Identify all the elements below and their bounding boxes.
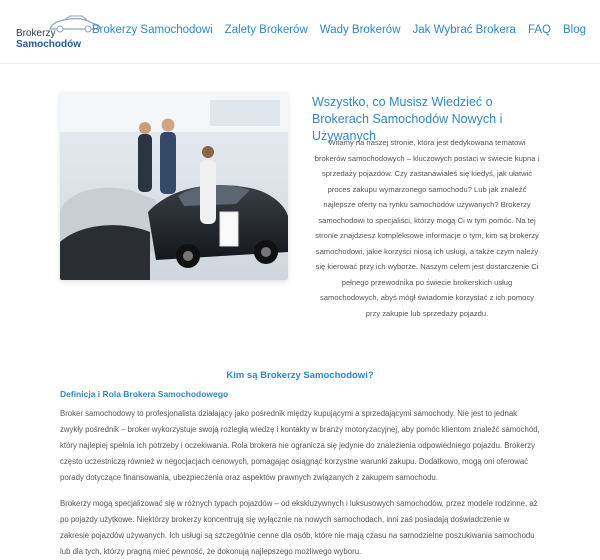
nav-faq[interactable]: FAQ	[527, 24, 551, 36]
site-logo[interactable]	[16, 14, 86, 50]
nav-wady-brokerow[interactable]: Wady Brokerów	[319, 24, 401, 36]
nav-blog[interactable]: Blog	[562, 24, 586, 36]
paragraph-specialization: Brokerzy mogą specjalizować się w różnych typach pojazdów – od ekskluzywnych i luksusowych samochodów, przez modele rodzinne, aż po pojazdy użytkowe. Niektórzy brokerzy koncentrują się wyłącznie na nowych samochodach, inni zaś posiadają doświadczenie w zakresie pojazdów używanych. Ich usługi są szczególnie cenne dla osób, które nie mają czasu na samodzielne poszukiwania samochodu lub dla tych, którzy pragną mieć pewność, że dokonują najlepszego możliwego wyboru.	[60, 499, 538, 556]
hero-intro-text: Witamy na naszej stronie, która jest dedykowana tematowi brokerów samochodowych – kluczowych postaci w świecie kupna i sprzedaży pojazdów. Czy zastanawiałeś się kiedyś, jak ułatwić proces zakupu wymarzonego samochodu? Lub jak znaleźć najlepsze oferty na rynku samochodów używanych? Brokerzy samochodowi to specjaliści, którzy mogą Ci w tym pomóc. Na tej stronie znajdziesz kompleksowe informacje o tym, kim są brokerzy samochodowi, jakie korzyści niosą ich usługi, a także czym należy się kierować przy ich wyborze. Naszym celem jest dostarczenie Ci pełnego przewodnika po świecie brokerskich usług samochodowych, abyś mógł świadomie korzystać z ich pomocy przy zakupie lub sprzedaży pojazdu.	[314, 138, 540, 318]
nav-zalety-brokerow[interactable]: Zalety Brokerów	[224, 24, 308, 36]
section-title: Kim są Brokerzy Samochodowi?	[226, 370, 374, 381]
logo-text-line1: Brokerzy	[16, 28, 56, 39]
paragraph-definition: Broker samochodowy to profesjonalista działający jako pośrednik między kupującymi a sprzedającymi samochody. Nie jest to jednak zwykły pośrednik – broker wykorzystuje swoją rozległą wiedzę i kontakty w branży motoryzacyjnej, aby pomóc klientom znaleźć samochód, który najlepiej spełnia ich potrzeby i oczekiwania. Rola brokera nie ogranicza się jedynie do znalezienia odpowiedniego pojazdu. Brokerzy często uczestniczą również w negocjacjach cenowych, pomagając osiągnąć korzystne warunki zakupu. Dodatkowo, mogą oni oferować porady dotyczące finansowania, ubezpieczenia oraz aspektów prawnych związanych z zakupem samochodu.	[60, 409, 540, 482]
section-subtitle: Definicja i Rola Brokera Samochodowego	[60, 389, 229, 399]
nav-brokerzy-samochodowi[interactable]: Brokerzy Samochodowi	[91, 24, 213, 36]
hero-image	[60, 92, 288, 280]
hero-title: Wszystko, co Musisz Wiedzieć o Brokerach Samochodów Nowych i Używanych	[312, 95, 503, 143]
nav-jak-wybrac-brokera[interactable]: Jak Wybrać Brokera	[412, 24, 516, 36]
main-nav	[92, 24, 586, 36]
site-header	[0, 0, 600, 64]
logo-text-line2: Samochodów	[16, 39, 82, 50]
